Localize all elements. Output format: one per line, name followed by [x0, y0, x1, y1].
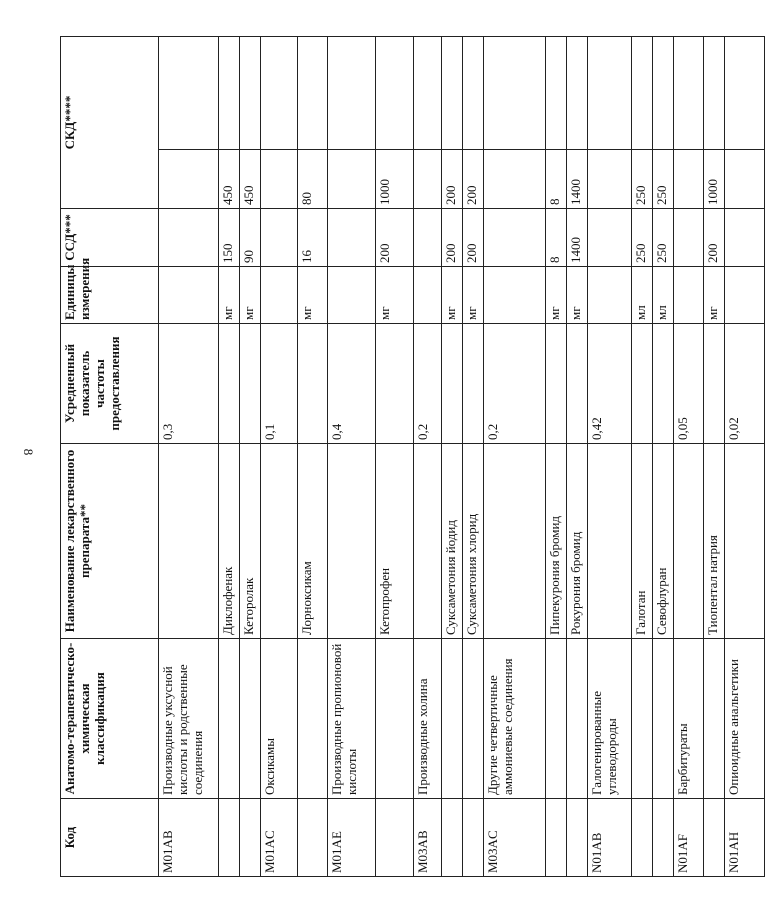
cell-unit — [674, 267, 704, 324]
cell-ssd: 200 — [704, 209, 725, 267]
cell-classification — [632, 639, 653, 799]
cell-skd-value: 250 — [632, 149, 652, 208]
cell-skd — [674, 37, 704, 209]
cell-code: M01AB — [159, 799, 219, 877]
table-row — [298, 37, 328, 877]
table-row — [653, 37, 674, 877]
cell-frequency: 0,1 — [261, 324, 298, 444]
cell-unit: мг — [219, 267, 240, 324]
cell-ssd: 150 — [219, 209, 240, 267]
cell-skd-value — [159, 149, 218, 208]
table-row — [376, 37, 414, 877]
cell-frequency — [567, 324, 588, 444]
cell-skd-value: 450 — [240, 149, 260, 208]
cell-skd-empty — [414, 143, 441, 149]
cell-code — [240, 799, 261, 877]
cell-frequency — [704, 324, 725, 444]
table-row — [159, 37, 219, 877]
cell-skd-value: 250 — [653, 149, 673, 208]
cell-skd — [261, 37, 298, 209]
cell-unit: мг — [546, 267, 567, 324]
cell-drug-name — [588, 444, 632, 639]
table-row — [414, 37, 442, 877]
cell-skd-empty — [725, 143, 764, 149]
cell-ssd — [725, 209, 765, 267]
cell-code: M01AE — [328, 799, 376, 877]
cell-unit — [484, 267, 546, 324]
table-row — [567, 37, 588, 877]
cell-skd — [725, 37, 765, 209]
cell-skd — [704, 37, 725, 209]
cell-skd — [159, 37, 219, 209]
cell-unit: мг — [442, 267, 463, 324]
cell-unit — [588, 267, 632, 324]
cell-unit — [261, 267, 298, 324]
cell-unit — [328, 267, 376, 324]
cell-ssd: 250 — [632, 209, 653, 267]
cell-skd — [442, 37, 463, 209]
cell-classification: Опиоидные анальгетики — [725, 639, 765, 799]
cell-unit: мг — [567, 267, 588, 324]
cell-drug-name: Тиопентал натрия — [704, 444, 725, 639]
cell-frequency: 0,2 — [414, 324, 442, 444]
table-header-row — [61, 37, 159, 877]
cell-unit: мл — [632, 267, 653, 324]
table-row — [546, 37, 567, 877]
cell-skd-empty — [484, 143, 545, 149]
cell-drug-name: Пипекурония бромид — [546, 444, 567, 639]
cell-ssd — [588, 209, 632, 267]
drug-table — [60, 36, 765, 877]
cell-ssd: 200 — [376, 209, 414, 267]
cell-unit: мг — [376, 267, 414, 324]
cell-classification — [546, 639, 567, 799]
cell-skd-value: 450 — [219, 149, 239, 208]
cell-skd-value: 1000 — [704, 149, 724, 208]
cell-unit: мг — [298, 267, 328, 324]
cell-classification — [704, 639, 725, 799]
cell-ssd — [674, 209, 704, 267]
cell-skd — [484, 37, 546, 209]
cell-frequency — [546, 324, 567, 444]
cell-code — [546, 799, 567, 877]
cell-skd-value — [414, 149, 441, 208]
cell-code — [463, 799, 484, 877]
cell-skd — [653, 37, 674, 209]
cell-frequency — [632, 324, 653, 444]
cell-skd-value — [484, 149, 545, 208]
cell-code — [632, 799, 653, 877]
cell-skd-empty — [546, 143, 566, 149]
header-ssd: ССД*** — [61, 209, 159, 267]
cell-frequency: 0,05 — [674, 324, 704, 444]
cell-classification: Оксикамы — [261, 639, 298, 799]
cell-skd-value: 200 — [463, 149, 483, 208]
cell-skd — [588, 37, 632, 209]
cell-skd — [376, 37, 414, 209]
table-row — [219, 37, 240, 877]
cell-skd-value: 200 — [442, 149, 462, 208]
cell-skd — [219, 37, 240, 209]
table-row — [240, 37, 261, 877]
cell-ssd — [484, 209, 546, 267]
rotated-page-wrapper — [60, 37, 741, 877]
cell-skd-value — [725, 149, 764, 208]
header-code: Код — [61, 799, 159, 877]
cell-drug-name: Кеторолак — [240, 444, 261, 639]
table-row — [704, 37, 725, 877]
cell-code: N01AH — [725, 799, 765, 877]
cell-drug-name: Севофлуран — [653, 444, 674, 639]
cell-unit: мл — [653, 267, 674, 324]
cell-code: M01AC — [261, 799, 298, 877]
cell-classification: Производные уксусной кислоты и родственные соединения — [159, 639, 219, 799]
cell-frequency — [298, 324, 328, 444]
cell-skd — [298, 37, 328, 209]
cell-drug-name — [674, 444, 704, 639]
cell-classification: Производные холина — [414, 639, 442, 799]
cell-classification — [653, 639, 674, 799]
cell-frequency — [240, 324, 261, 444]
cell-skd — [463, 37, 484, 209]
header-classification: Анатомо-терапевтическо-химическая классификация — [61, 639, 159, 799]
cell-drug-name: Кетопрофен — [376, 444, 414, 639]
cell-code — [567, 799, 588, 877]
cell-frequency — [653, 324, 674, 444]
cell-drug-name: Галотан — [632, 444, 653, 639]
cell-skd — [414, 37, 442, 209]
cell-drug-name: Суксаметония хлорид — [463, 444, 484, 639]
header-drug-name: Наименование лекарственного препарата** — [61, 444, 159, 639]
cell-classification — [463, 639, 484, 799]
cell-frequency: 0,3 — [159, 324, 219, 444]
cell-classification — [376, 639, 414, 799]
cell-skd-value — [261, 149, 297, 208]
cell-unit — [725, 267, 765, 324]
cell-drug-name: Суксаметония йодид — [442, 444, 463, 639]
cell-skd-empty — [219, 143, 239, 149]
table-row — [328, 37, 376, 877]
cell-frequency — [463, 324, 484, 444]
cell-code — [219, 799, 240, 877]
cell-classification — [442, 639, 463, 799]
cell-skd-empty — [567, 143, 587, 149]
cell-unit — [159, 267, 219, 324]
cell-code — [442, 799, 463, 877]
cell-skd-value — [588, 149, 631, 208]
cell-ssd: 8 — [546, 209, 567, 267]
cell-code: N01AF — [674, 799, 704, 877]
cell-ssd — [328, 209, 376, 267]
cell-code — [653, 799, 674, 877]
cell-ssd: 200 — [442, 209, 463, 267]
cell-skd-empty — [463, 143, 483, 149]
cell-ssd: 200 — [463, 209, 484, 267]
cell-ssd: 250 — [653, 209, 674, 267]
cell-classification: Другие четвертичные аммониевые соединения — [484, 639, 546, 799]
cell-skd-empty — [632, 143, 652, 149]
header-frequency: Усредненный показатель частоты предоставления — [61, 324, 159, 444]
cell-drug-name — [261, 444, 298, 639]
table-row — [674, 37, 704, 877]
cell-ssd — [159, 209, 219, 267]
cell-skd — [567, 37, 588, 209]
cell-skd-empty — [298, 143, 327, 149]
cell-skd-empty — [588, 143, 631, 149]
cell-ssd: 16 — [298, 209, 328, 267]
cell-unit — [414, 267, 442, 324]
cell-skd-empty — [653, 143, 673, 149]
cell-drug-name — [328, 444, 376, 639]
cell-skd — [240, 37, 261, 209]
cell-skd-value: 8 — [546, 149, 566, 208]
cell-classification: Галогенированные углеводороды — [588, 639, 632, 799]
cell-skd-empty — [674, 143, 703, 149]
cell-skd-value: 80 — [298, 149, 327, 208]
cell-code: M03AC — [484, 799, 546, 877]
cell-drug-name — [484, 444, 546, 639]
cell-drug-name: Рокурония бромид — [567, 444, 588, 639]
cell-ssd: 1400 — [567, 209, 588, 267]
cell-code — [298, 799, 328, 877]
cell-drug-name — [725, 444, 765, 639]
cell-unit: мг — [240, 267, 261, 324]
cell-skd — [632, 37, 653, 209]
cell-frequency: 0,4 — [328, 324, 376, 444]
cell-classification — [219, 639, 240, 799]
cell-unit: мг — [704, 267, 725, 324]
cell-drug-name: Лорноксикам — [298, 444, 328, 639]
cell-frequency: 0,42 — [588, 324, 632, 444]
cell-skd-empty — [328, 143, 375, 149]
cell-frequency — [376, 324, 414, 444]
header-skd: СКД**** — [61, 37, 159, 209]
cell-unit: мг — [463, 267, 484, 324]
rotated-table-container — [60, 37, 741, 877]
cell-drug-name — [414, 444, 442, 639]
table-row — [588, 37, 632, 877]
cell-skd — [328, 37, 376, 209]
cell-classification: Барбитураты — [674, 639, 704, 799]
header-unit: Единицы измерения — [61, 267, 159, 324]
cell-skd-value — [328, 149, 375, 208]
cell-ssd — [261, 209, 298, 267]
table-row — [484, 37, 546, 877]
table-row — [463, 37, 484, 877]
cell-skd-value: 1400 — [567, 149, 587, 208]
cell-drug-name: Диклофенак — [219, 444, 240, 639]
cell-classification — [240, 639, 261, 799]
cell-frequency: 0,02 — [725, 324, 765, 444]
page-number: 8 — [21, 448, 36, 456]
cell-classification — [567, 639, 588, 799]
table-row — [442, 37, 463, 877]
cell-code — [704, 799, 725, 877]
cell-classification: Производные пропионовой кислоты — [328, 639, 376, 799]
cell-drug-name — [159, 444, 219, 639]
cell-frequency — [219, 324, 240, 444]
cell-skd-empty — [240, 143, 260, 149]
table-row — [632, 37, 653, 877]
cell-code — [376, 799, 414, 877]
cell-ssd — [414, 209, 442, 267]
cell-code: N01AB — [588, 799, 632, 877]
cell-skd-empty — [704, 143, 724, 149]
cell-skd-empty — [442, 143, 462, 149]
cell-frequency — [442, 324, 463, 444]
table-row — [725, 37, 765, 877]
cell-code: M03AB — [414, 799, 442, 877]
cell-skd-empty — [159, 143, 218, 149]
cell-frequency: 0,2 — [484, 324, 546, 444]
cell-skd-value — [674, 149, 703, 208]
cell-skd-empty — [376, 143, 413, 149]
cell-ssd: 90 — [240, 209, 261, 267]
cell-skd — [546, 37, 567, 209]
cell-skd-value: 1000 — [376, 149, 413, 208]
table-row — [261, 37, 298, 877]
cell-skd-empty — [261, 143, 297, 149]
cell-classification — [298, 639, 328, 799]
